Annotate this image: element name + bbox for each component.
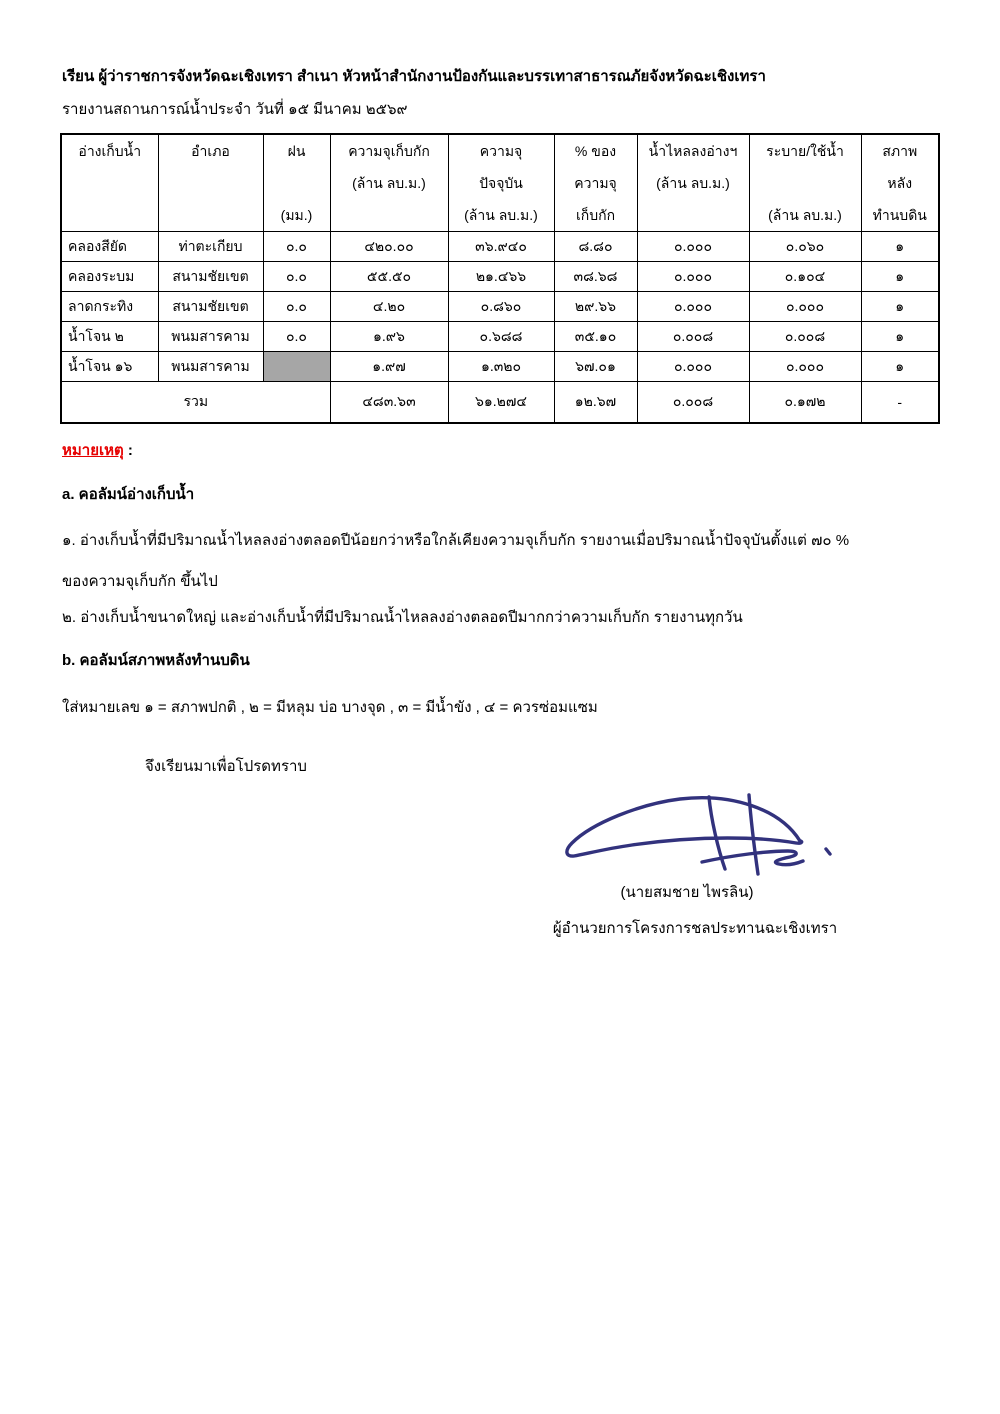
table-cell: ๓๕.๑๐ <box>554 322 637 352</box>
table-cell: ๑.๙๗ <box>330 352 448 382</box>
table-cell: พนมสารคาม <box>158 352 263 382</box>
closing-line: จึงเรียนมาเพื่อโปรดทราบ <box>145 758 307 775</box>
table-cell: ๑ <box>861 292 939 322</box>
water-situation-table <box>60 133 940 424</box>
table-cell: ๐.๐๐๐ <box>637 262 749 292</box>
table-header-row <box>61 134 939 232</box>
column-header-rain: ฝน (มม.) <box>263 134 330 232</box>
table-cell: ๐.๑๐๔ <box>749 262 861 292</box>
table-cell: ๑ <box>861 352 939 382</box>
signature-stroke <box>567 798 802 856</box>
table-cell: ๐.๐ <box>263 292 330 322</box>
notes-heading-text: หมายเหตุ <box>62 442 124 459</box>
table-cell: ๐.๖๘๘ <box>448 322 554 352</box>
note-section-a-title: a. คอลัมน์อ่างเก็บน้ำ <box>62 486 195 503</box>
table-cell: สนามชัยเขต <box>158 262 263 292</box>
notes-heading <box>62 440 133 463</box>
table-row <box>61 262 939 292</box>
summary-cell: ๐.๐๐๘ <box>637 382 749 424</box>
reservoir-name-cell: คลองระบม <box>61 262 158 292</box>
table-cell: ๑ <box>861 322 939 352</box>
table-cell: ๘.๘๐ <box>554 232 637 262</box>
table-cell: ๑ <box>861 262 939 292</box>
table-cell: ๐.๘๖๐ <box>448 292 554 322</box>
table-cell: สนามชัยเขต <box>158 292 263 322</box>
summary-cell: ๑๒.๖๗ <box>554 382 637 424</box>
table-cell: ๐.๐๐๐ <box>749 292 861 322</box>
summary-label-cell: รวม <box>61 382 330 424</box>
column-header-percent-capacity: % ของ ความจุ เก็บกัก <box>554 134 637 232</box>
summary-cell: ๖๑.๒๗๔ <box>448 382 554 424</box>
column-header-discharge: ระบาย/ใช้น้ำ (ล้าน ลบ.ม.) <box>749 134 861 232</box>
note-section-b-title: b. คอลัมน์สภาพหลังทำนบดิน <box>62 652 250 669</box>
addressee-line: เรียน ผู้ว่าราชการจังหวัดฉะเชิงเทรา สำเนา หัวหน้าสำนักงานป้องกันและบรรเทาสาธารณภัยจังหวัดฉะเชิงเทรา <box>62 68 766 85</box>
table-cell: ๔.๒๐ <box>330 292 448 322</box>
table-cell: ๔๒๐.๐๐ <box>330 232 448 262</box>
table-cell: พนมสารคาม <box>158 322 263 352</box>
table-cell: ๐.๐๐๐ <box>637 232 749 262</box>
table-cell: ๐.๐๐๐ <box>749 352 861 382</box>
reservoir-name-cell: น้ำโจน ๑๖ <box>61 352 158 382</box>
table-cell: ๓๖.๙๔๐ <box>448 232 554 262</box>
table-cell: ๒๙.๖๖ <box>554 292 637 322</box>
column-header-current-volume: ความจุ ปัจจุบัน (ล้าน ลบ.ม.) <box>448 134 554 232</box>
table-cell: ๐.๐๐๘ <box>637 322 749 352</box>
table-cell: ๖๗.๐๑ <box>554 352 637 382</box>
table-cell: ๐.๐๐๐ <box>637 352 749 382</box>
table-row <box>61 322 939 352</box>
signer-title: ผู้อำนวยการโครงการชลประทานฉะเชิงเทรา <box>552 920 838 937</box>
signature-stroke <box>702 851 803 865</box>
report-subject-line: รายงานสถานการณ์น้ำประจำ วันที่ ๑๕ มีนาคม ๒๕๖๙ <box>62 101 408 118</box>
signature <box>552 791 847 881</box>
summary-cell: ๐.๑๗๒ <box>749 382 861 424</box>
table-cell: ๐.๐๐๘ <box>749 322 861 352</box>
column-header-dam-condition: สภาพ หลัง ทำนบดิน <box>861 134 939 232</box>
table-cell: ๑.๓๒๐ <box>448 352 554 382</box>
table-cell: ๑ <box>861 232 939 262</box>
table-cell: ๒๑.๔๖๖ <box>448 262 554 292</box>
table-cell: ๓๘.๖๘ <box>554 262 637 292</box>
table-row <box>61 232 939 262</box>
table-cell: ๐.๐๖๐ <box>749 232 861 262</box>
table-row <box>61 292 939 322</box>
table-cell: ๐.๐ <box>263 262 330 292</box>
column-header-inflow: น้ำไหลลงอ่างฯ (ล้าน ลบ.ม.) <box>637 134 749 232</box>
column-header-reservoir: อ่างเก็บน้ำ <box>61 134 158 232</box>
table-cell: ๑.๙๖ <box>330 322 448 352</box>
table-cell: ท่าตะเกียบ <box>158 232 263 262</box>
reservoir-name-cell: คลองสียัด <box>61 232 158 262</box>
note-a-item2: ๒. อ่างเก็บน้ำขนาดใหญ่ และอ่างเก็บน้ำที่มีปริมาณน้ำไหลลงอ่างตลอดปีมากกว่าความเก็บกัก รายงานทุกวัน <box>62 609 743 626</box>
signature-stroke <box>826 849 830 854</box>
note-a-item1-line2: ของความจุเก็บกัก ขึ้นไป <box>62 573 218 590</box>
note-a-item1-line1: ๑. อ่างเก็บน้ำที่มีปริมาณน้ำไหลลงอ่างตลอดปีน้อยกว่าหรือใกล้เคียงความจุเก็บกัก รายงานเมื่อปริมาณน้ำปัจจุบันตั้งแต่ ๗๐ % <box>62 532 850 549</box>
table-cell: ๐.๐๐๐ <box>637 292 749 322</box>
note-b-item: ใส่หมายเลข ๑ = สภาพปกติ , ๒ = มีหลุม บ่อ บางจุด , ๓ = มีน้ำขัง , ๔ = ควรซ่อมแซม <box>62 699 598 716</box>
summary-cell: - <box>861 382 939 424</box>
table-summary-row <box>61 382 939 424</box>
signer-name: (นายสมชาย ไพรลิน) <box>620 884 754 901</box>
table-cell: ๐.๐ <box>263 232 330 262</box>
notes-heading-colon: : <box>123 442 133 459</box>
column-header-storage-capacity: ความจุเก็บกัก (ล้าน ลบ.ม.) <box>330 134 448 232</box>
table-row <box>61 352 939 382</box>
rain-cell-shaded <box>263 352 330 382</box>
reservoir-name-cell: ลาดกระทิง <box>61 292 158 322</box>
reservoir-name-cell: น้ำโจน ๒ <box>61 322 158 352</box>
table-cell: ๐.๐ <box>263 322 330 352</box>
table-cell: ๕๕.๕๐ <box>330 262 448 292</box>
column-header-district: อำเภอ <box>158 134 263 232</box>
summary-cell: ๔๘๓.๖๓ <box>330 382 448 424</box>
